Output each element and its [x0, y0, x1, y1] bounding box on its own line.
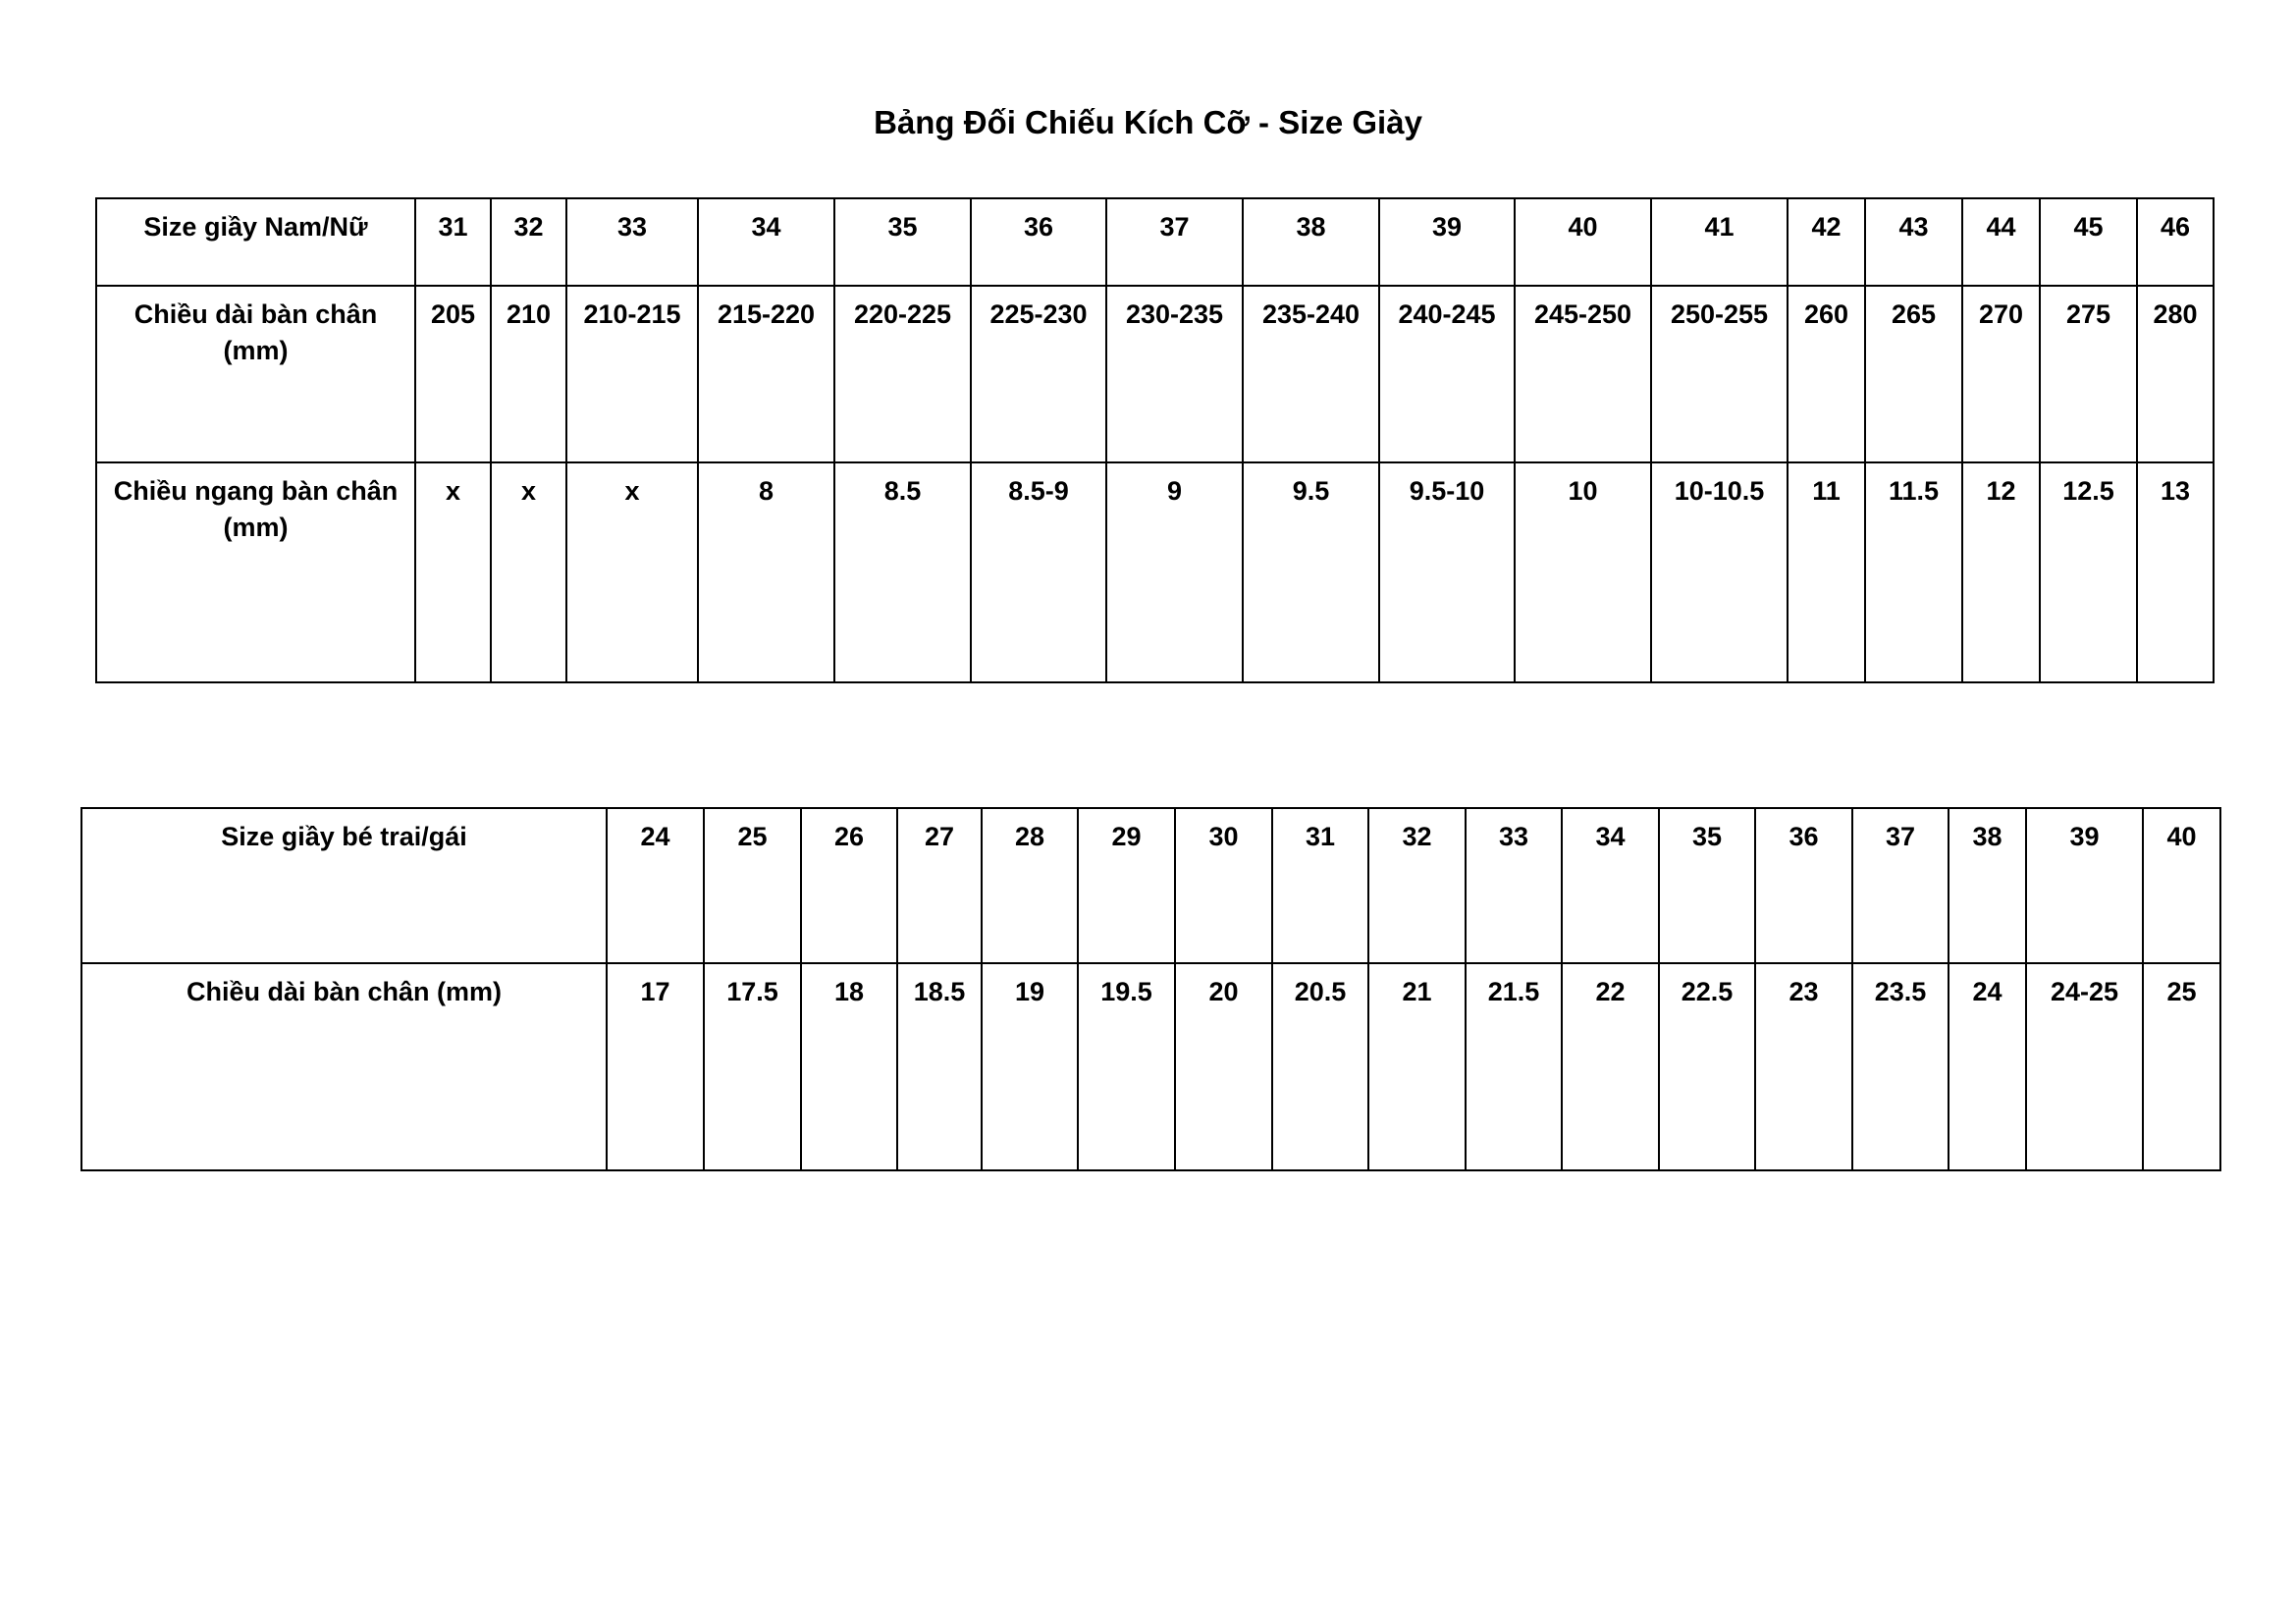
kids-table-cell: 39	[2026, 808, 2143, 963]
kids-table-cell: 22.5	[1659, 963, 1755, 1170]
kids-table-cell: 34	[1562, 808, 1659, 963]
adult-table-cell: 42	[1788, 198, 1865, 286]
adult-table-cell: 235-240	[1243, 286, 1379, 462]
adult-table-cell: 33	[566, 198, 698, 286]
adult-table-cell: 34	[698, 198, 834, 286]
kids-table-cell: 20	[1175, 963, 1272, 1170]
kids-table-cell: 23.5	[1852, 963, 1949, 1170]
adult-table-row-label: Size giầy Nam/Nữ	[96, 198, 415, 286]
kids-table-row-label: Chiều dài bàn chân (mm)	[81, 963, 607, 1170]
kids-table-cell: 24	[1949, 963, 2026, 1170]
adult-table-cell: 270	[1962, 286, 2040, 462]
adult-table-cell: 40	[1515, 198, 1651, 286]
kids-table-cell: 26	[801, 808, 897, 963]
adult-table-cell: 43	[1865, 198, 1962, 286]
adult-table-cell: 8.5	[834, 462, 971, 682]
adult-table-cell: 11	[1788, 462, 1865, 682]
kids-table-cell: 22	[1562, 963, 1659, 1170]
kids-table-cell: 21	[1368, 963, 1466, 1170]
adult-table-cell: x	[491, 462, 566, 682]
adult-table-cell: 37	[1106, 198, 1243, 286]
kids-table-cell: 35	[1659, 808, 1755, 963]
kids-table-cell: 30	[1175, 808, 1272, 963]
kids-table-cell: 19	[982, 963, 1078, 1170]
adult-table-cell: 36	[971, 198, 1106, 286]
adult-table-cell: 32	[491, 198, 566, 286]
kids-table-cell: 37	[1852, 808, 1949, 963]
kids-table-cell: 33	[1466, 808, 1562, 963]
adult-table-cell: 13	[2137, 462, 2214, 682]
adult-table-cell: 39	[1379, 198, 1515, 286]
adult-table-cell: x	[566, 462, 698, 682]
page-title: Bảng Đối Chiếu Kích Cỡ - Size Giày	[874, 104, 1422, 140]
kids-table-cell: 18.5	[897, 963, 982, 1170]
kids-table-cell: 23	[1755, 963, 1852, 1170]
adult-table-cell: 44	[1962, 198, 2040, 286]
kids-table-cell: 17.5	[704, 963, 801, 1170]
adult-table-cell: 210	[491, 286, 566, 462]
kids-table-row-label: Size giầy bé trai/gái	[81, 808, 607, 963]
kids-table-cell: 19.5	[1078, 963, 1175, 1170]
kids-table-cell: 18	[801, 963, 897, 1170]
kids-table-cell: 21.5	[1466, 963, 1562, 1170]
adult-table-cell: 10	[1515, 462, 1651, 682]
adult-table-cell: 215-220	[698, 286, 834, 462]
adult-table-cell: 250-255	[1651, 286, 1788, 462]
kids-size-row	[81, 808, 2220, 963]
adult-table-row-label: Chiều dài bàn chân (mm)	[96, 286, 415, 462]
adult-table-cell: 12.5	[2040, 462, 2137, 682]
adult-table-row-label: Chiều ngang bàn chân (mm)	[96, 462, 415, 682]
adult-table-cell: 46	[2137, 198, 2214, 286]
adult-table-cell: 8	[698, 462, 834, 682]
adult-foot-width-row	[96, 462, 2214, 682]
kids-table-cell: 28	[982, 808, 1078, 963]
adult-table-cell: 9.5	[1243, 462, 1379, 682]
adult-size-table	[95, 197, 2215, 683]
kids-size-table	[80, 807, 2221, 1171]
kids-foot-length-row	[81, 963, 2220, 1170]
kids-table-cell: 36	[1755, 808, 1852, 963]
kids-table-cell: 40	[2143, 808, 2220, 963]
adult-table-cell: 9.5-10	[1379, 462, 1515, 682]
adult-table-cell: 9	[1106, 462, 1243, 682]
adult-table-cell: x	[415, 462, 491, 682]
adult-table-cell: 10-10.5	[1651, 462, 1788, 682]
kids-table-cell: 25	[2143, 963, 2220, 1170]
adult-table-cell: 230-235	[1106, 286, 1243, 462]
kids-table-cell: 20.5	[1272, 963, 1368, 1170]
adult-size-row	[96, 198, 2214, 286]
adult-table-cell: 11.5	[1865, 462, 1962, 682]
adult-table-cell: 41	[1651, 198, 1788, 286]
adult-table-cell: 35	[834, 198, 971, 286]
adult-table-cell: 220-225	[834, 286, 971, 462]
adult-table-cell: 31	[415, 198, 491, 286]
adult-table-cell: 210-215	[566, 286, 698, 462]
adult-table-cell: 12	[1962, 462, 2040, 682]
adult-table-cell: 275	[2040, 286, 2137, 462]
adult-table-cell: 205	[415, 286, 491, 462]
kids-table-cell: 27	[897, 808, 982, 963]
adult-table-cell: 240-245	[1379, 286, 1515, 462]
kids-table-cell: 17	[607, 963, 704, 1170]
kids-table-cell: 32	[1368, 808, 1466, 963]
adult-table-cell: 265	[1865, 286, 1962, 462]
kids-table-cell: 25	[704, 808, 801, 963]
kids-table-cell: 29	[1078, 808, 1175, 963]
kids-table-cell: 31	[1272, 808, 1368, 963]
adult-table-cell: 38	[1243, 198, 1379, 286]
adult-table-cell: 245-250	[1515, 286, 1651, 462]
kids-table-cell: 24	[607, 808, 704, 963]
adult-table-cell: 8.5-9	[971, 462, 1106, 682]
kids-table-cell: 24-25	[2026, 963, 2143, 1170]
adult-table-cell: 45	[2040, 198, 2137, 286]
adult-table-cell: 280	[2137, 286, 2214, 462]
kids-table-cell: 38	[1949, 808, 2026, 963]
adult-table-cell: 225-230	[971, 286, 1106, 462]
adult-table-cell: 260	[1788, 286, 1865, 462]
adult-foot-length-row	[96, 286, 2214, 462]
